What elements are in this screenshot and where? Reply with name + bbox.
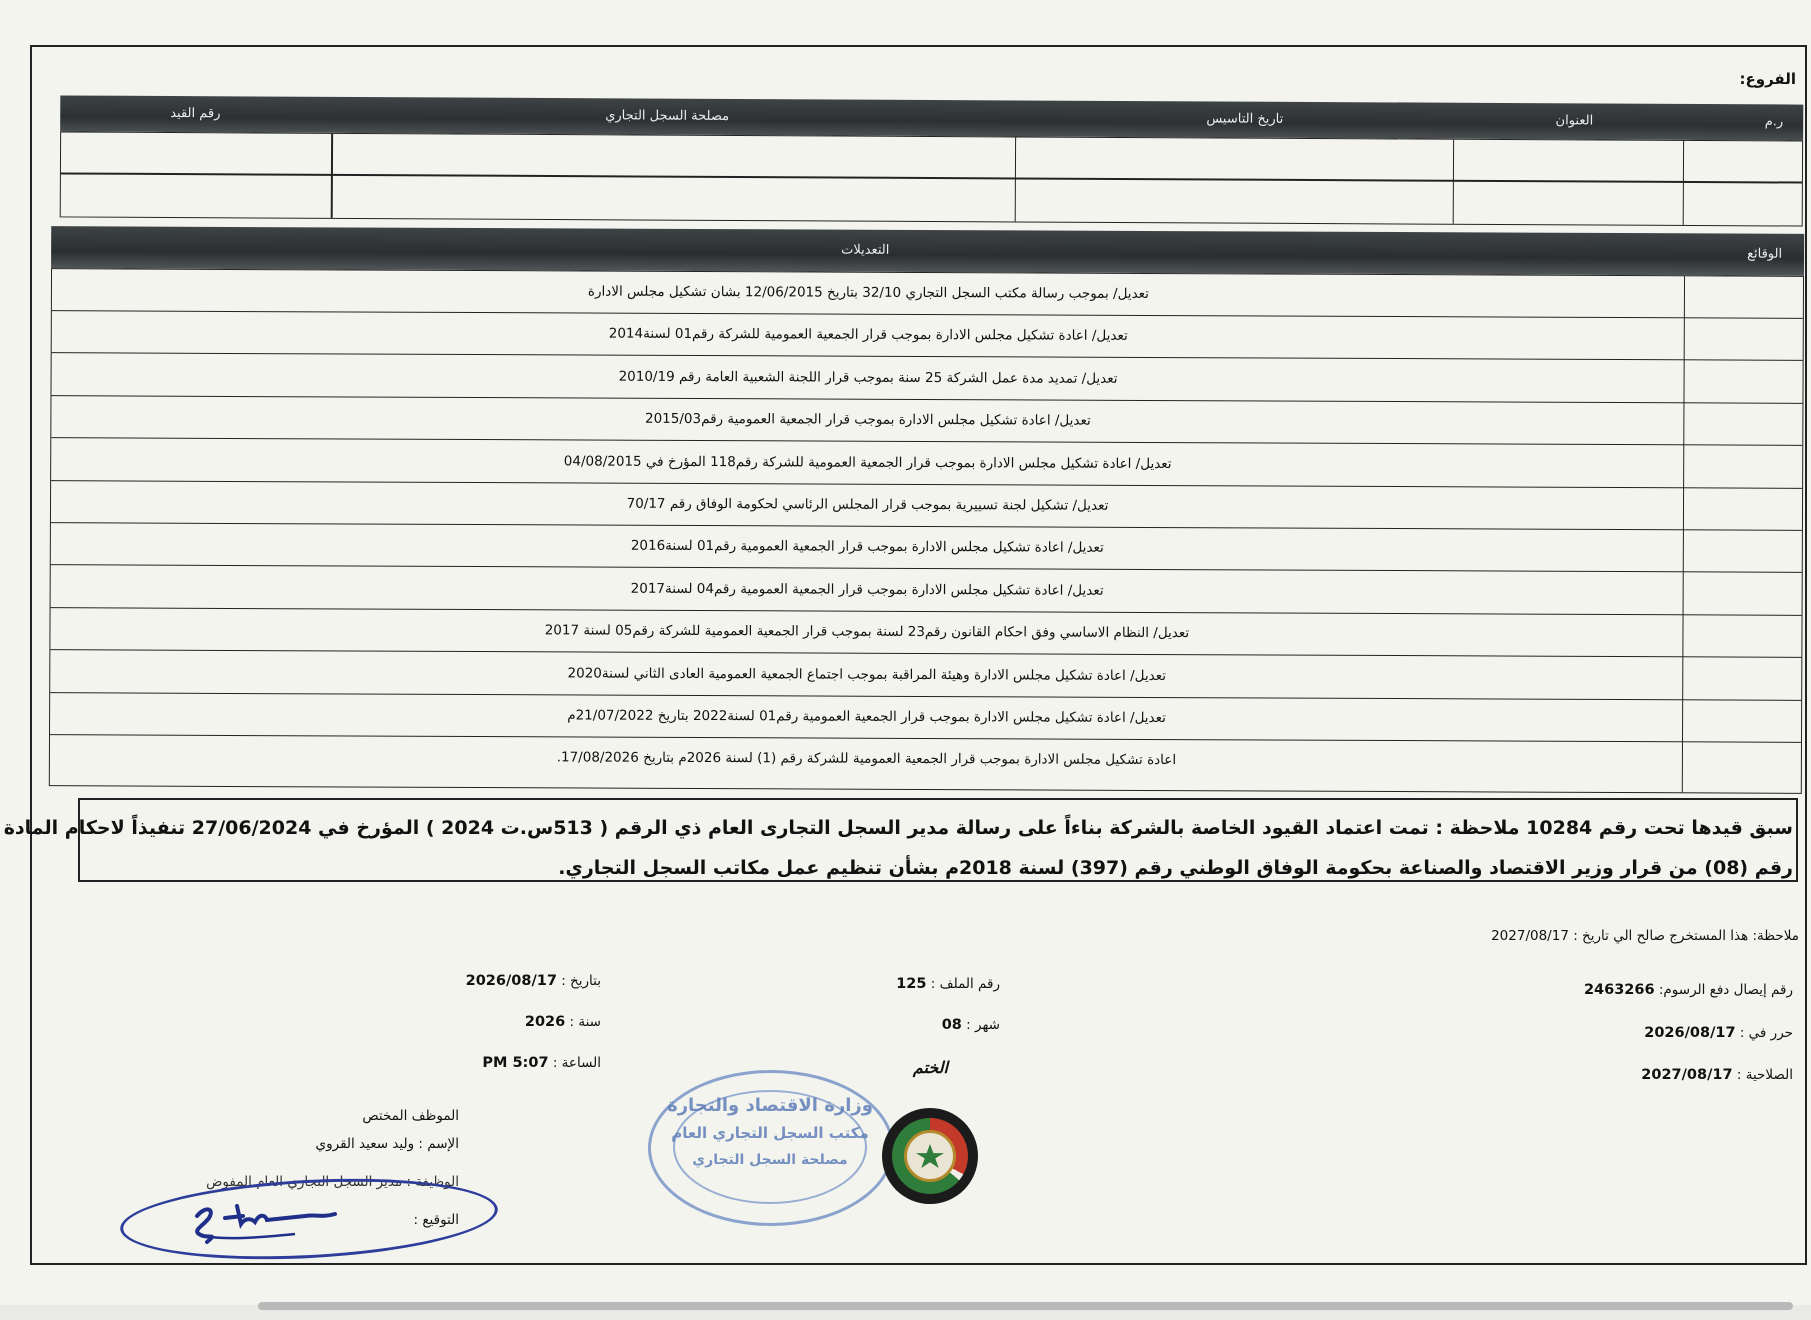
stamp-line-3: مصلحة السجل التجاري	[692, 1152, 848, 1168]
date-label: بتاريخ :	[561, 973, 601, 989]
date-value: 2026/08/17	[465, 973, 557, 989]
branches-title: الفروع:	[1739, 70, 1796, 88]
issued-label: حرر في :	[1739, 1025, 1793, 1041]
time-value: 5:07 PM	[482, 1055, 549, 1071]
handwritten-signature	[185, 1196, 365, 1252]
emblem-icon	[882, 1108, 978, 1204]
amendment-text: تعديل/ تمديد مدة عمل الشركة 25 سنة بموجب قرار اللجنة الشعبية العامة رقم 2010/19	[618, 368, 1118, 387]
amendment-text: تعديل/ تشكيل لجنة تسييرية بموجب قرار المجلس الرئاسي لحكومة الوفاق رقم 70/17	[626, 495, 1109, 514]
seal-label: الختم	[912, 1058, 948, 1077]
amendment-text: تعديل/ اعادة تشكيل مجلس الادارة بموجب قرار الجمعية العمومية رقم04 لسنة2017	[630, 580, 1104, 599]
year-field	[525, 1014, 601, 1030]
file-number-label: رقم الملف :	[930, 976, 1000, 992]
receipt-field	[1584, 982, 1793, 998]
amendment-text: اعادة تشكيل مجلس الادارة بموجب قرار الجمعية العمومية للشركة رقم (1) لسنة 2026م بتاريخ 17/08/2026.	[556, 749, 1177, 769]
issued-value: 2026/08/17	[1644, 1025, 1736, 1041]
column-divider	[331, 134, 333, 218]
amendments-table-body	[49, 268, 1804, 794]
validity-note: ملاحظة: هذا المستخرج صالح الي تاريخ : 2027/08/17	[1491, 928, 1799, 944]
column-divider	[1452, 140, 1454, 224]
table-row	[50, 651, 1801, 701]
officer-title: الموظف المختص	[362, 1108, 459, 1124]
col-events: الوقائع	[1747, 246, 1783, 262]
table-row	[52, 312, 1803, 362]
table-row	[51, 396, 1802, 446]
year-label: سنة :	[569, 1014, 601, 1030]
branches-table	[60, 95, 1804, 226]
amendment-text: تعديل/ اعادة تشكيل مجلس الادارة بموجب قرار الجمعية العمومية للشركة رقم01 لسنة2014	[608, 326, 1128, 345]
stamp-line-1: وزارة الاقتصاد والتجارة	[667, 1095, 873, 1116]
file-number-value: 125	[896, 976, 927, 992]
validity-value: 2027/08/17	[1641, 1067, 1733, 1083]
column-divider	[1682, 141, 1684, 225]
month-field	[942, 1017, 1000, 1033]
validity-label: الصلاحية :	[1736, 1067, 1793, 1083]
amendment-text: تعديل/ اعادة تشكيل مجلس الادارة بموجب قرار الجمعية العمومية رقم2015/03	[644, 410, 1091, 429]
amendment-text: تعديل/ اعادة تشكيل مجلس الادارة بموجب قرار الجمعية العمومية رقم01 لسنة2022 بتاريخ 21/07/2022م	[567, 707, 1166, 727]
file-number-field	[896, 976, 1000, 992]
col-registry-office: مصلحة السجل التجاري	[605, 108, 730, 124]
col-entry-number: رقم القيد	[170, 106, 221, 122]
horizontal-scrollbar[interactable]	[258, 1302, 1793, 1310]
col-address: العنوان	[1555, 113, 1594, 129]
col-amendments: التعديلات	[841, 242, 890, 258]
amendment-text: تعديل/ اعادة تشكيل مجلس الادارة بموجب قرار الجمعية العمومية رقم01 لسنة2016	[630, 538, 1104, 557]
issued-field	[1644, 1025, 1793, 1041]
table-row	[51, 566, 1802, 616]
officer-name: الإسم : وليد سعيد القروي	[315, 1136, 459, 1152]
table-row	[52, 269, 1803, 319]
note-text	[3, 808, 1793, 888]
validity-field	[1641, 1067, 1793, 1083]
officer-job: الوظيفة : مدير السجل التجاري العام المفوض	[206, 1174, 459, 1190]
signature-label: التوقيع :	[413, 1212, 459, 1228]
table-row	[51, 439, 1802, 489]
table-row	[50, 693, 1801, 743]
receipt-label: رقم إيصال دفع الرسوم:	[1658, 982, 1793, 998]
receipt-value: 2463266	[1583, 982, 1655, 998]
table-row	[51, 481, 1802, 531]
row-divider	[61, 172, 1802, 183]
table-row	[50, 736, 1801, 786]
table-row	[51, 354, 1802, 404]
amendment-text: تعديل/ اعادة تشكيل مجلس الادارة بموجب قرار الجمعية العمومية للشركة رقم118 المؤرخ في 04/08/2015	[563, 453, 1172, 472]
note-line-1: سبق قيدها تحت رقم 10284 ملاحظة : تمت اعتماد القيود الخاصة بالشركة بناءاً على رسالة مدير السجل التجارى العام ذي الرقم ( 513س.ت 2024 ) المؤرخ في 27/06/2024 تنفيذاً لاحكام المادة	[3, 817, 1793, 839]
time-field	[482, 1055, 601, 1071]
col-number: ر.م	[1764, 114, 1784, 130]
year-value: 2026	[524, 1014, 566, 1030]
amendment-text: تعديل/ اعادة تشكيل مجلس الادارة وهيئة المراقبة بموجب اجتماع الجمعية العمومية العادى الثاني لسنة2020	[567, 665, 1167, 684]
stamp-line-2: مكتب السجل التجاري العام	[671, 1124, 869, 1142]
stamp-text	[660, 1095, 880, 1168]
col-founding-date: تاريخ التاسيس	[1206, 111, 1284, 127]
month-label: شهر :	[966, 1017, 1000, 1033]
column-divider	[1014, 137, 1016, 221]
table-row	[50, 608, 1801, 658]
amendments-table	[49, 226, 1804, 794]
date-field	[466, 973, 601, 989]
month-value: 08	[941, 1017, 962, 1033]
amendment-text: تعديل/ النظام الاساسي وفق احكام القانون رقم23 لسنة بموجب قرار الجمعية العمومية للشركة رقم05 لسنة 2017	[544, 622, 1190, 642]
branches-table-body	[60, 131, 1803, 226]
time-label: الساعة :	[552, 1055, 601, 1071]
table-row	[51, 524, 1802, 574]
note-line-2: رقم (08) من قرار وزير الاقتصاد والصناعة بحكومة الوفاق الوطني رقم (397) لسنة 2018م بشأن تنظيم عمل مكاتب السجل التجاري.	[558, 857, 1793, 879]
amendment-text: تعديل/ بموجب رسالة مكتب السجل التجاري 32/10 بتاريخ 12/06/2015 بشان تشكيل مجلس الادارة	[587, 283, 1149, 302]
